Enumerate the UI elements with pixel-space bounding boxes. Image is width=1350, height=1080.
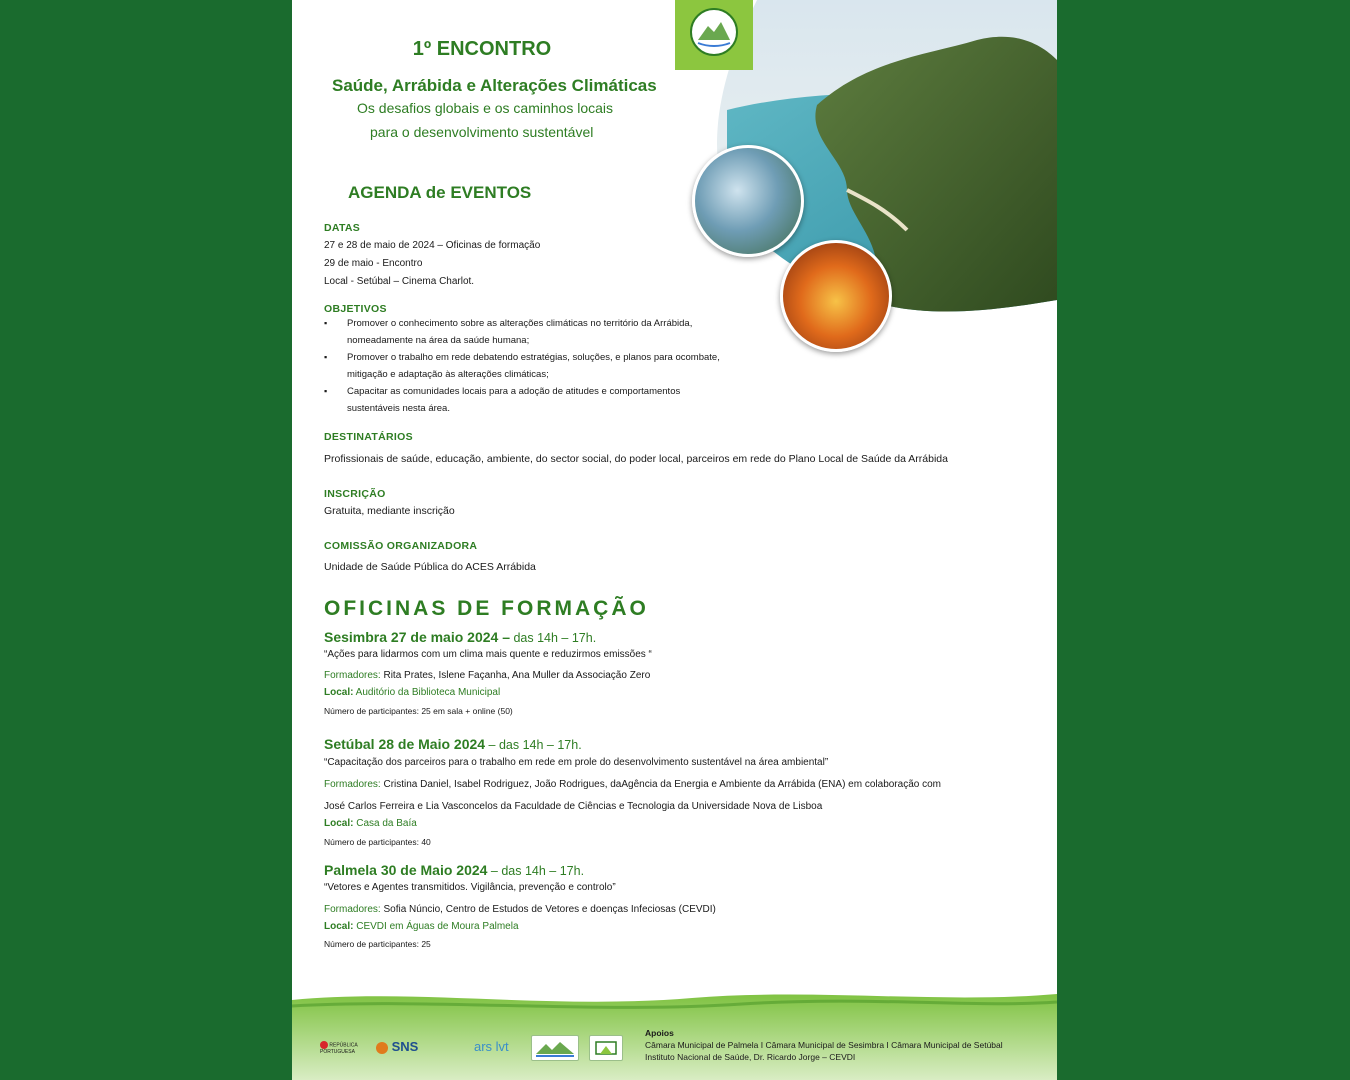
destinatarios-heading: DESTINATÁRIOS [324,431,413,443]
event-tagline-1: Os desafios globais e os caminhos locais [357,100,614,116]
aces-arrabida-logo [589,1035,623,1061]
apoios-heading: Apoios [645,1028,674,1038]
event-2-formadores-cont: José Carlos Ferreira e Lia Vasconcelos da Faculdade de Ciências e Tecnologia da Universidade Nova de Lisboa [324,801,823,812]
event-1-heading: Sesimbra 27 de maio 2024 – das 14h – 17h. [324,629,597,645]
event-3-local: Local: CEVDI em Águas de Moura Palmela [324,921,519,932]
event-1-formadores: Formadores: Rita Prates, Islene Façanha, Ana Muller da Associação Zero [324,670,651,681]
objetivo-item-1: Promover o conhecimento sobre as alterações climáticas no território da Arrábida, nomeadamente na área da saúde humana; [347,318,693,346]
event-2-formadores: Formadores: Cristina Daniel, Isabel Rodriguez, João Rodrigues, daAgência da Energia e Ambiente da Arrábida (ENA) em colaboração com [324,779,941,790]
datas-heading: DATAS [324,222,361,234]
inscricao-text: Gratuita, mediante inscrição [324,505,455,517]
apoios-line-2: Instituto Nacional de Saúde, Dr. Ricardo Jorge – CEVDI [645,1052,856,1062]
bullet-icon: ▪ [324,386,328,396]
oficinas-heading: OFICINAS DE FORMAÇÃO [324,597,649,620]
event-1-participantes: Número de participantes: 25 em sala + online (50) [324,706,513,716]
event-3-participantes: Número de participantes: 25 [324,939,431,949]
plano-local-saude-logo [531,1035,579,1061]
inscricao-heading: INSCRIÇÃO [324,488,386,500]
agenda-heading: AGENDA de EVENTOS [348,183,532,202]
sns-logo: SNS [376,1035,456,1059]
event-3-topic: “Vetores e Agentes transmitidos. Vigilância, prevenção e controlo” [324,882,616,893]
event-3-formadores: Formadores: Sofia Núncio, Centro de Estudos de Vetores e doenças Infeciosas (CEVDI) [324,904,716,915]
bullet-icon: ▪ [324,352,328,362]
ars-lvt-logo: ars lvt [474,1039,509,1054]
event-2-topic: “Capacitação dos parceiros para o trabalho em rede em prole do desenvolvimento sustentável na área ambiental” [324,757,829,768]
bullet-icon: ▪ [324,318,328,328]
destinatarios-text: Profissionais de saúde, educação, ambiente, do sector social, do poder local, parceiros em rede do Plano Local de Saúde da Arrábida [324,453,948,465]
republica-portuguesa-logo: REPÚBLICA PORTUGUESA [320,1042,358,1055]
event-1-topic: “Ações para lidarmos com um clima mais quente e reduzirmos emissões “ [324,649,652,660]
datas-line-1: 27 e 28 de maio de 2024 – Oficinas de formação [324,240,541,251]
comissao-text: Unidade de Saúde Pública do ACES Arrábida [324,561,536,573]
event-3-heading: Palmela 30 de Maio 2024 – das 14h – 17h. [324,862,585,878]
objetivo-item-3: Capacitar as comunidades locais para a adoção de atitudes e comportamentos sustentáveis nesta área. [347,386,681,414]
objetivo-item-2: Promover o trabalho em rede debatendo estratégias, soluções, e planos para ocombate, mitigação e adaptação às alterações climáticas; [347,352,720,380]
fire-circle-image [780,240,892,352]
datas-line-2: 29 de maio - Encontro [324,258,423,269]
apoios-line-1: Câmara Municipal de Palmela I Câmara Municipal de Sesimbra I Câmara Municipal de Setúbal [645,1040,1003,1050]
comissao-heading: COMISSÃO ORGANIZADORA [324,540,478,552]
datas-line-3: Local - Setúbal – Cinema Charlot. [324,276,475,287]
event-tagline-2: para o desenvolvimento sustentável [370,124,594,140]
event-2-local: Local: Casa da Baía [324,818,417,829]
coast-circle-image [692,145,804,257]
objetivos-heading: OBJETIVOS [324,303,387,315]
event-2-participantes: Número de participantes: 40 [324,837,431,847]
event-poster [292,0,1057,1080]
event-subtitle: Saúde, Arrábida e Alterações Climáticas [332,76,657,95]
mountain-logo-icon [690,8,738,56]
event-title: 1º ENCONTRO [412,38,552,60]
event-2-heading: Setúbal 28 de Maio 2024 – das 14h – 17h. [324,736,582,752]
event-1-local: Local: Auditório da Biblioteca Municipal [324,687,501,698]
